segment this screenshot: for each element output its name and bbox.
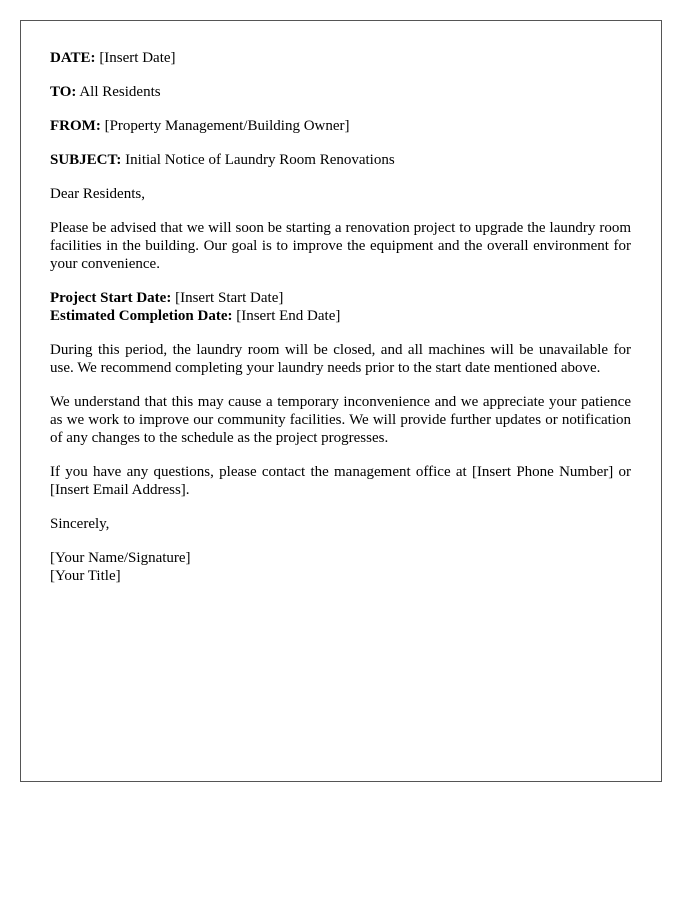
start-date-line <box>50 289 631 307</box>
from-line <box>50 117 631 135</box>
to-label: TO: <box>50 84 77 100</box>
date-value: [Insert Date] <box>99 50 176 66</box>
end-date-label: Estimated Completion Date: <box>50 308 233 324</box>
to-value: All Residents <box>79 84 161 100</box>
letter-page <box>20 20 662 782</box>
date-line <box>50 49 631 67</box>
end-date-value: [Insert End Date] <box>236 308 341 324</box>
from-label: FROM: <box>50 118 101 134</box>
end-date-line <box>50 307 631 325</box>
subject-label: SUBJECT: <box>50 152 122 168</box>
contact-paragraph: If you have any questions, please contact the management office at [Insert Phone Number] or [Insert Email Address]. <box>50 464 631 498</box>
signature-name: [Your Name/Signature] <box>50 550 191 566</box>
signature-title: [Your Title] <box>50 568 121 584</box>
to-line <box>50 83 631 101</box>
intro-paragraph: Please be advised that we will soon be starting a renovation project to upgrade the laundry room facilities in the building. Our goal is to improve the equipment and the overall environment for your convenience. <box>50 220 631 272</box>
start-date-value: [Insert Start Date] <box>175 290 284 306</box>
apology-paragraph: We understand that this may cause a temporary inconvenience and we appreciate your patience as we work to improve our community facilities. We will provide further updates or notification of any changes to the schedule as the project progresses. <box>50 394 631 446</box>
from-value: [Property Management/Building Owner] <box>104 118 350 134</box>
closure-paragraph: During this period, the laundry room will be closed, and all machines will be unavailable for use. We recommend completing your laundry needs prior to the start date mentioned above. <box>50 342 631 376</box>
salutation: Dear Residents, <box>50 186 145 202</box>
subject-value: Initial Notice of Laundry Room Renovations <box>125 152 395 168</box>
date-label: DATE: <box>50 50 96 66</box>
start-date-label: Project Start Date: <box>50 290 172 306</box>
subject-line <box>50 151 631 169</box>
valediction: Sincerely, <box>50 516 110 532</box>
